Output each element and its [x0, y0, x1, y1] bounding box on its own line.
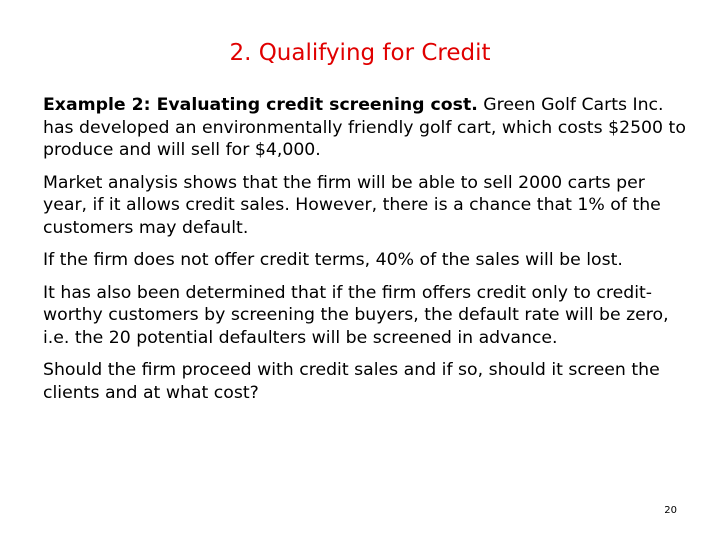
example-text: Green Golf Carts Inc. has developed an environmentally friendly golf cart, which costs $2500 to produce and will sell for $4,000. — [43, 95, 686, 160]
slide-title: 2. Qualifying for Credit — [229, 40, 491, 66]
example-heading: Example 2: Evaluating credit screening cost. — [43, 95, 478, 115]
paragraph-example — [43, 94, 688, 162]
page-number: 20 — [664, 505, 677, 516]
paragraph-question: Should the firm proceed with credit sales and if so, should it screen the clients and at what cost? — [43, 360, 660, 403]
slide-body — [43, 94, 688, 414]
paragraph-screening: It has also been determined that if the firm offers credit only to credit-worthy customers by screening the buyers, the default rate will be zero, i.e. the 20 potential defaulters will be screened in advance. — [43, 282, 669, 348]
paragraph-no-credit: If the firm does not offer credit terms, 40% of the sales will be lost. — [43, 250, 623, 270]
paragraph-market-analysis: Market analysis shows that the firm will be able to sell 2000 carts per year, if it allows credit sales. However, there is a chance that 1% of the customers may default. — [43, 172, 661, 238]
